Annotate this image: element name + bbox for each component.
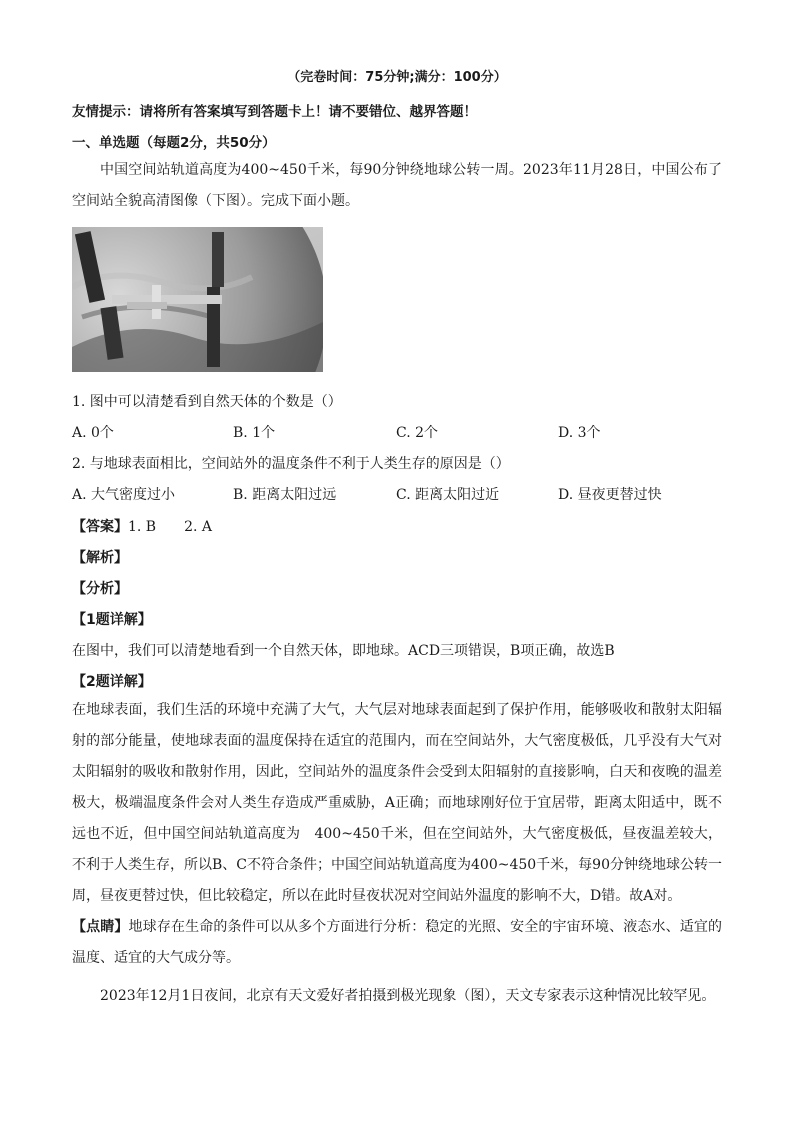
q2-option-a: A. 大气密度过小 bbox=[72, 487, 176, 503]
detail1-label: 【1题详解】 bbox=[72, 612, 152, 628]
tip-text: 地球存在生命的条件可以从多个方面进行分析：稳定的光照、安全的宇宙环境、液态水、适宜的温度、适宜的大气成分等。 bbox=[72, 919, 723, 966]
tip-paragraph bbox=[72, 912, 722, 974]
q1-option-d: D. 3个 bbox=[558, 425, 601, 441]
analysis-label: 【解析】 bbox=[72, 550, 128, 566]
q2-stem: 2. 与地球表面相比，空间站外的温度条件不利于人类生存的原因是（） bbox=[72, 456, 510, 472]
closing-paragraph: 2023年12月1日夜间，北京有天文爱好者拍摄到极光现象（图），天文专家表示这种情况比较罕见。 bbox=[100, 988, 716, 1004]
time-info: （完卷时间：75分钟;满分：100分） bbox=[287, 70, 507, 85]
answer-label: 【答案】 bbox=[72, 519, 128, 535]
detail2-label: 【2题详解】 bbox=[72, 674, 152, 690]
q1-option-b: B. 1个 bbox=[233, 425, 276, 441]
q2-option-d: D. 昼夜更替过快 bbox=[558, 487, 662, 503]
q2-option-b: B. 距离太阳过远 bbox=[233, 487, 337, 503]
answer-line bbox=[72, 516, 212, 536]
space-station-photo bbox=[72, 227, 323, 372]
detail1-text: 在图中，我们可以清楚地看到一个自然天体，即地球。ACD三项错误，B项正确，故选B bbox=[72, 643, 615, 659]
q1-option-c: C. 2个 bbox=[396, 425, 439, 441]
q2-option-c: C. 距离太阳过近 bbox=[396, 487, 500, 503]
reminder: 友情提示：请将所有答案填写到答题卡上！请不要错位、越界答题！ bbox=[72, 104, 477, 120]
intro-paragraph: 中国空间站轨道高度为400~450千米，每90分钟绕地球公转一周。2023年11月28日，中国公布了空间站全貌高清图像（下图）。完成下面小题。 bbox=[72, 162, 722, 209]
section-title: 一、单选题（每题2分，共50分） bbox=[72, 135, 276, 151]
answer-text: 1. B 2. A bbox=[128, 519, 213, 535]
q1-stem: 1. 图中可以清楚看到自然天体的个数是（） bbox=[72, 394, 342, 410]
detail2-text: 在地球表面，我们生活的环境中充满了大气，大气层对地球表面起到了保护作用，能够吸收和散射太阳辐射的部分能量，使地球表面的温度保持在适宜的范围内，而在空间站外，大气密度极低，几乎没有大气对太阳辐射的吸收和散射作用，因此，空间站外的温度条件会受到太阳辐射的直接影响，白天和夜晚的温差极大，极端温度条件会对人类生存造成严重威胁，A正确；而地球刚好位于宜居带，距离太阳适中，既不远也不近，但中国空间站轨道高度为 400~450千米，但在空间站外，大气密度极低，昼夜温差较大，不利于人类生存，所以B、C不符合条件；中国空间站轨道高度为400~450千米，每90分钟绕地球公转一周，昼夜更替过快，但比较稳定，所以在此时昼夜状况对空间站外温度的影响不大，D错。故A对。 bbox=[72, 702, 722, 904]
fenxi-label: 【分析】 bbox=[72, 581, 128, 597]
q1-option-a: A. 0个 bbox=[72, 425, 114, 441]
tip-label: 【点睛】 bbox=[72, 919, 129, 935]
